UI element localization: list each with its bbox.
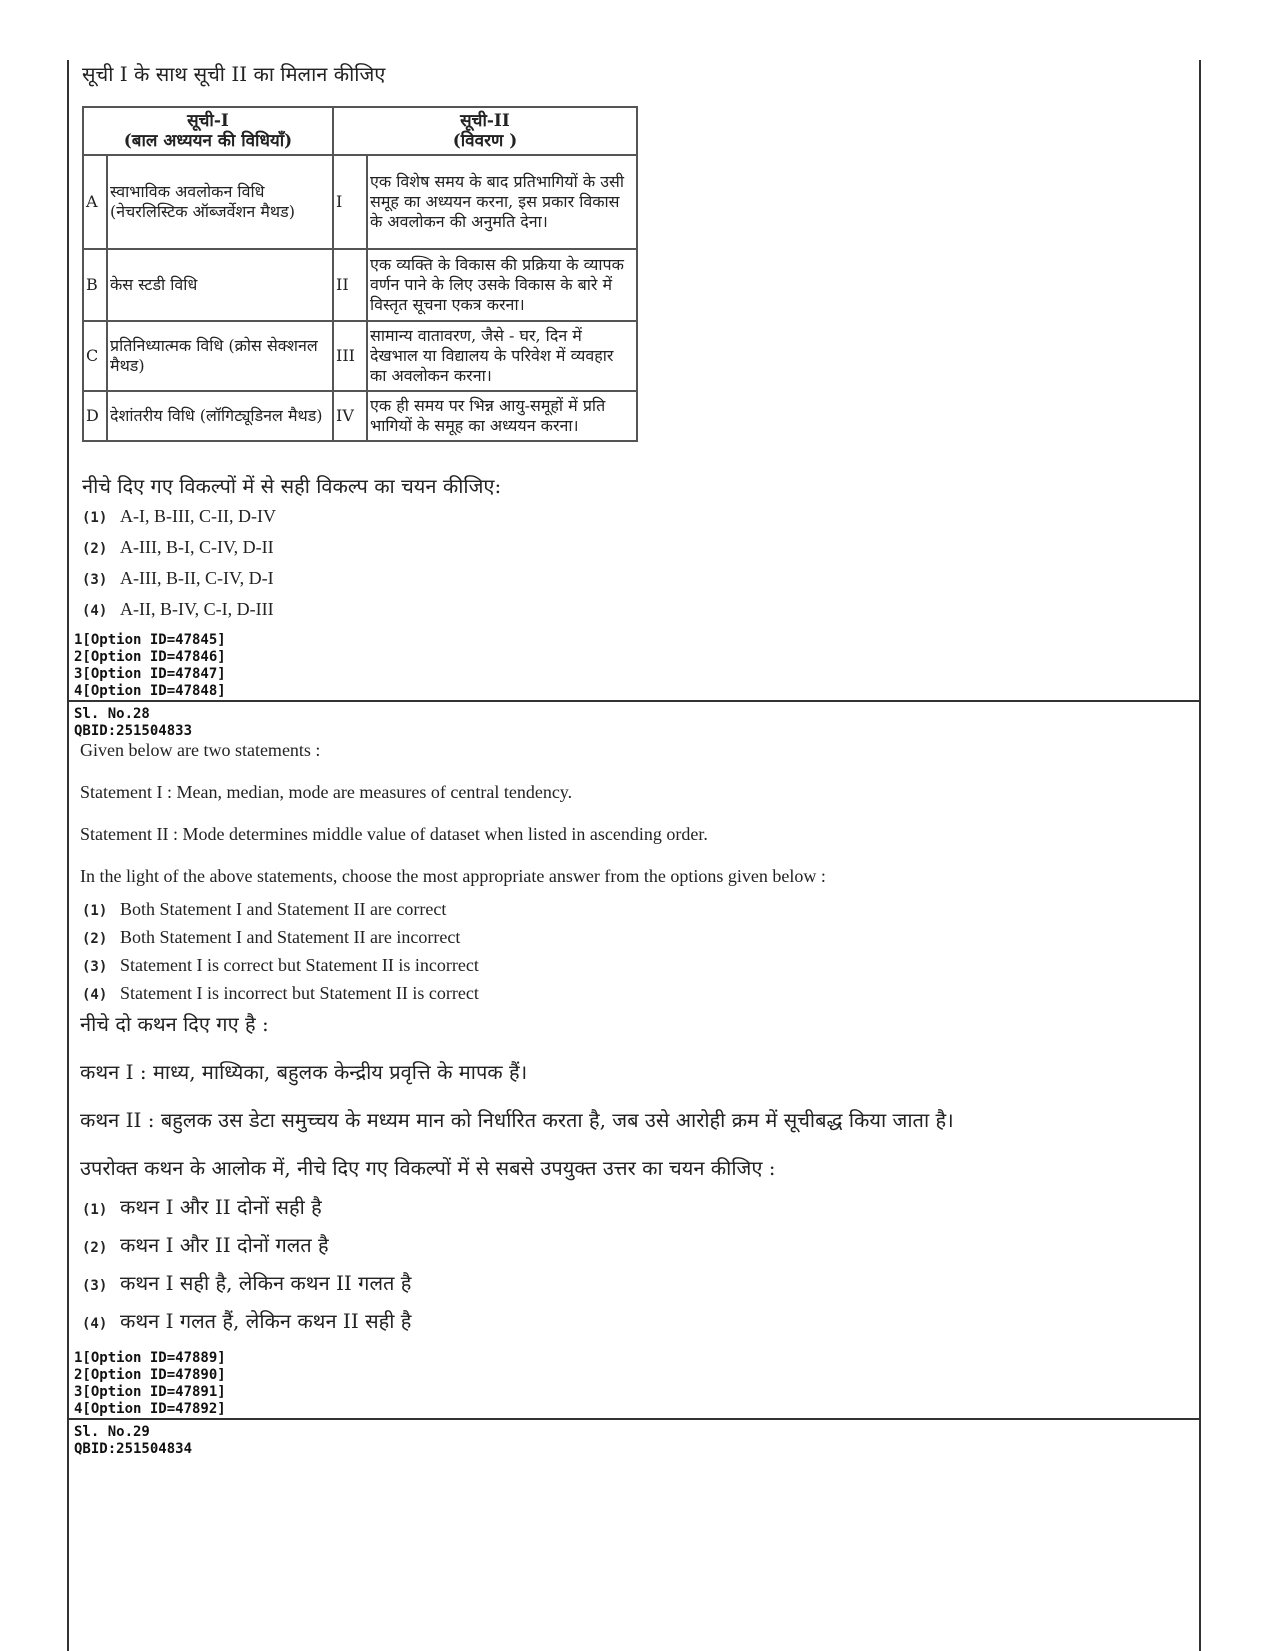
option-text: Both Statement I and Statement II are correct: [120, 899, 447, 919]
q28-hi-options: [82, 1190, 411, 1342]
option-text: A-II, B-IV, C-I, D-III: [120, 599, 274, 619]
option-2[interactable]: [82, 924, 479, 952]
option-text: कथन I और II दोनों सही है: [120, 1195, 322, 1219]
row-numeral: II: [333, 249, 367, 321]
option-1[interactable]: [82, 896, 479, 924]
option-number: (3): [82, 572, 108, 588]
qbid: QBID:251504833: [74, 723, 193, 739]
row-method: केस स्टडी विधि: [107, 249, 333, 321]
option-text: A-III, B-I, C-IV, D-II: [120, 537, 274, 557]
q28-hi-statement-2: कथन II : बहुलक उस डेटा समुच्चय के मध्यम मान को निर्धारित करता है, जब उसे आरोही क्रम में सूचीबद्ध किया जाता है।: [80, 1108, 954, 1132]
q28-en-intro: Given below are two statements :: [80, 740, 321, 760]
q28-en-light: In the light of the above statements, choose the most appropriate answer from the options given below :: [80, 866, 826, 886]
row-letter: D: [83, 391, 107, 441]
option-number: (4): [82, 603, 108, 619]
q28-hi-light: उपरोक्त कथन के आलोक में, नीचे दिए गए विकल्पों में से सबसे उपयुक्त उत्तर का चयन कीजिए :: [80, 1156, 776, 1180]
section-divider: [68, 1418, 1200, 1420]
option-1[interactable]: [82, 502, 276, 533]
right-border: [1199, 60, 1201, 1651]
option-3[interactable]: [82, 1266, 411, 1304]
head-sublabel: (बाल अध्ययन की विधियाँ): [123, 131, 293, 151]
serial-number: Sl. No.29: [74, 1424, 150, 1440]
head-label: सूची-I: [187, 111, 229, 131]
table-row: [83, 249, 637, 321]
row-numeral: III: [333, 321, 367, 391]
option-text: Both Statement I and Statement II are incorrect: [120, 927, 461, 947]
option-number: (4): [82, 1316, 108, 1332]
row-description: सामान्य वातावरण, जैसे - घर, दिन में देखभाल या विद्यालय के परिवेश में व्यवहार का अवलोकन करना।: [367, 321, 637, 391]
row-numeral: IV: [333, 391, 367, 441]
row-letter: B: [83, 249, 107, 321]
q28-option-ids: [74, 1350, 226, 1418]
section-divider: [68, 700, 1200, 702]
q28-hi-statement-1: कथन I : माध्य, माध्यिका, बहुलक केन्द्रीय प्रवृत्ति के मापक हैं।: [80, 1060, 528, 1084]
q27-choose: नीचे दिए गए विकल्पों में से सही विकल्प का चयन कीजिए:: [82, 474, 502, 498]
row-description: एक विशेष समय के बाद प्रतिभागियों के उसी समूह का अध्ययन करना, इस प्रकार विकास के अवलोकन की अनुमति देना।: [367, 155, 637, 249]
option-text: Statement I is correct but Statement II is incorrect: [120, 955, 479, 975]
option-2[interactable]: [82, 1228, 411, 1266]
head-sublabel: (विवरण ): [452, 131, 518, 151]
table-head-left: [83, 107, 333, 155]
option-text: Statement I is incorrect but Statement II is correct: [120, 983, 479, 1003]
option-number: (3): [82, 1278, 108, 1294]
matching-table: [82, 106, 638, 442]
option-id: 4[Option ID=47892]: [74, 1401, 226, 1417]
table-row: [83, 155, 637, 249]
option-id: 3[Option ID=47891]: [74, 1384, 226, 1400]
q29-header: [74, 1424, 192, 1458]
option-id: 1[Option ID=47889]: [74, 1350, 226, 1366]
option-text: कथन I और II दोनों गलत है: [120, 1233, 329, 1257]
q28-header: [74, 706, 192, 740]
row-letter: A: [83, 155, 107, 249]
qbid: QBID:251504834: [74, 1441, 193, 1457]
option-id: 3[Option ID=47847]: [74, 666, 226, 682]
option-4[interactable]: [82, 980, 479, 1008]
q28-hi-intro: नीचे दो कथन दिए गए है :: [80, 1012, 269, 1036]
option-id: 2[Option ID=47846]: [74, 649, 226, 665]
option-1[interactable]: [82, 1190, 411, 1228]
head-label: सूची-II: [460, 111, 510, 131]
option-text: A-I, B-III, C-II, D-IV: [120, 506, 276, 526]
q28-en-statement-1: Statement I : Mean, median, mode are measures of central tendency.: [80, 782, 573, 802]
option-id: 1[Option ID=47845]: [74, 632, 226, 648]
row-description: एक व्यक्ति के विकास की प्रक्रिया के व्यापक वर्णन पाने के लिए उसके विकास के बारे में विस्तृत सूचना एकत्र करना।: [367, 249, 637, 321]
option-number: (1): [82, 1202, 108, 1218]
row-method: प्रतिनिध्यात्मक विधि (क्रोस सेक्शनल मैथड): [107, 321, 333, 391]
q27-option-ids: [74, 632, 226, 700]
table-head-right: [333, 107, 637, 155]
table-row: [83, 391, 637, 441]
option-3[interactable]: [82, 952, 479, 980]
option-text: कथन I गलत हैं, लेकिन कथन II सही है: [120, 1309, 412, 1333]
option-number: (1): [82, 903, 108, 919]
row-letter: C: [83, 321, 107, 391]
option-number: (2): [82, 931, 108, 947]
option-id: 4[Option ID=47848]: [74, 683, 226, 699]
row-description: एक ही समय पर भिन्न आयु-समूहों में प्रति भागियों के समूह का अध्ययन करना।: [367, 391, 637, 441]
option-number: (2): [82, 1240, 108, 1256]
q27-options: [82, 502, 276, 626]
option-4[interactable]: [82, 1304, 411, 1342]
row-method: स्वाभाविक अवलोकन विधि (नेचरलिस्टिक ऑब्जर्वेशन मैथड): [107, 155, 333, 249]
row-method: देशांतरीय विधि (लॉगिट्यूडिनल मैथड): [107, 391, 333, 441]
option-number: (2): [82, 541, 108, 557]
option-text: कथन I सही है, लेकिन कथन II गलत है: [120, 1271, 412, 1295]
option-number: (4): [82, 987, 108, 1003]
option-text: A-III, B-II, C-IV, D-I: [120, 568, 274, 588]
q28-en-statement-2: Statement II : Mode determines middle value of dataset when listed in ascending order.: [80, 824, 708, 844]
q27-instruction: सूची I के साथ सूची II का मिलान कीजिए: [82, 62, 386, 86]
q28-en-options: [82, 896, 479, 1008]
left-border: [67, 60, 69, 1651]
option-4[interactable]: [82, 595, 276, 626]
row-numeral: I: [333, 155, 367, 249]
option-2[interactable]: [82, 533, 276, 564]
serial-number: Sl. No.28: [74, 706, 150, 722]
option-number: (3): [82, 959, 108, 975]
option-number: (1): [82, 510, 108, 526]
option-3[interactable]: [82, 564, 276, 595]
table-row: [83, 321, 637, 391]
option-id: 2[Option ID=47890]: [74, 1367, 226, 1383]
